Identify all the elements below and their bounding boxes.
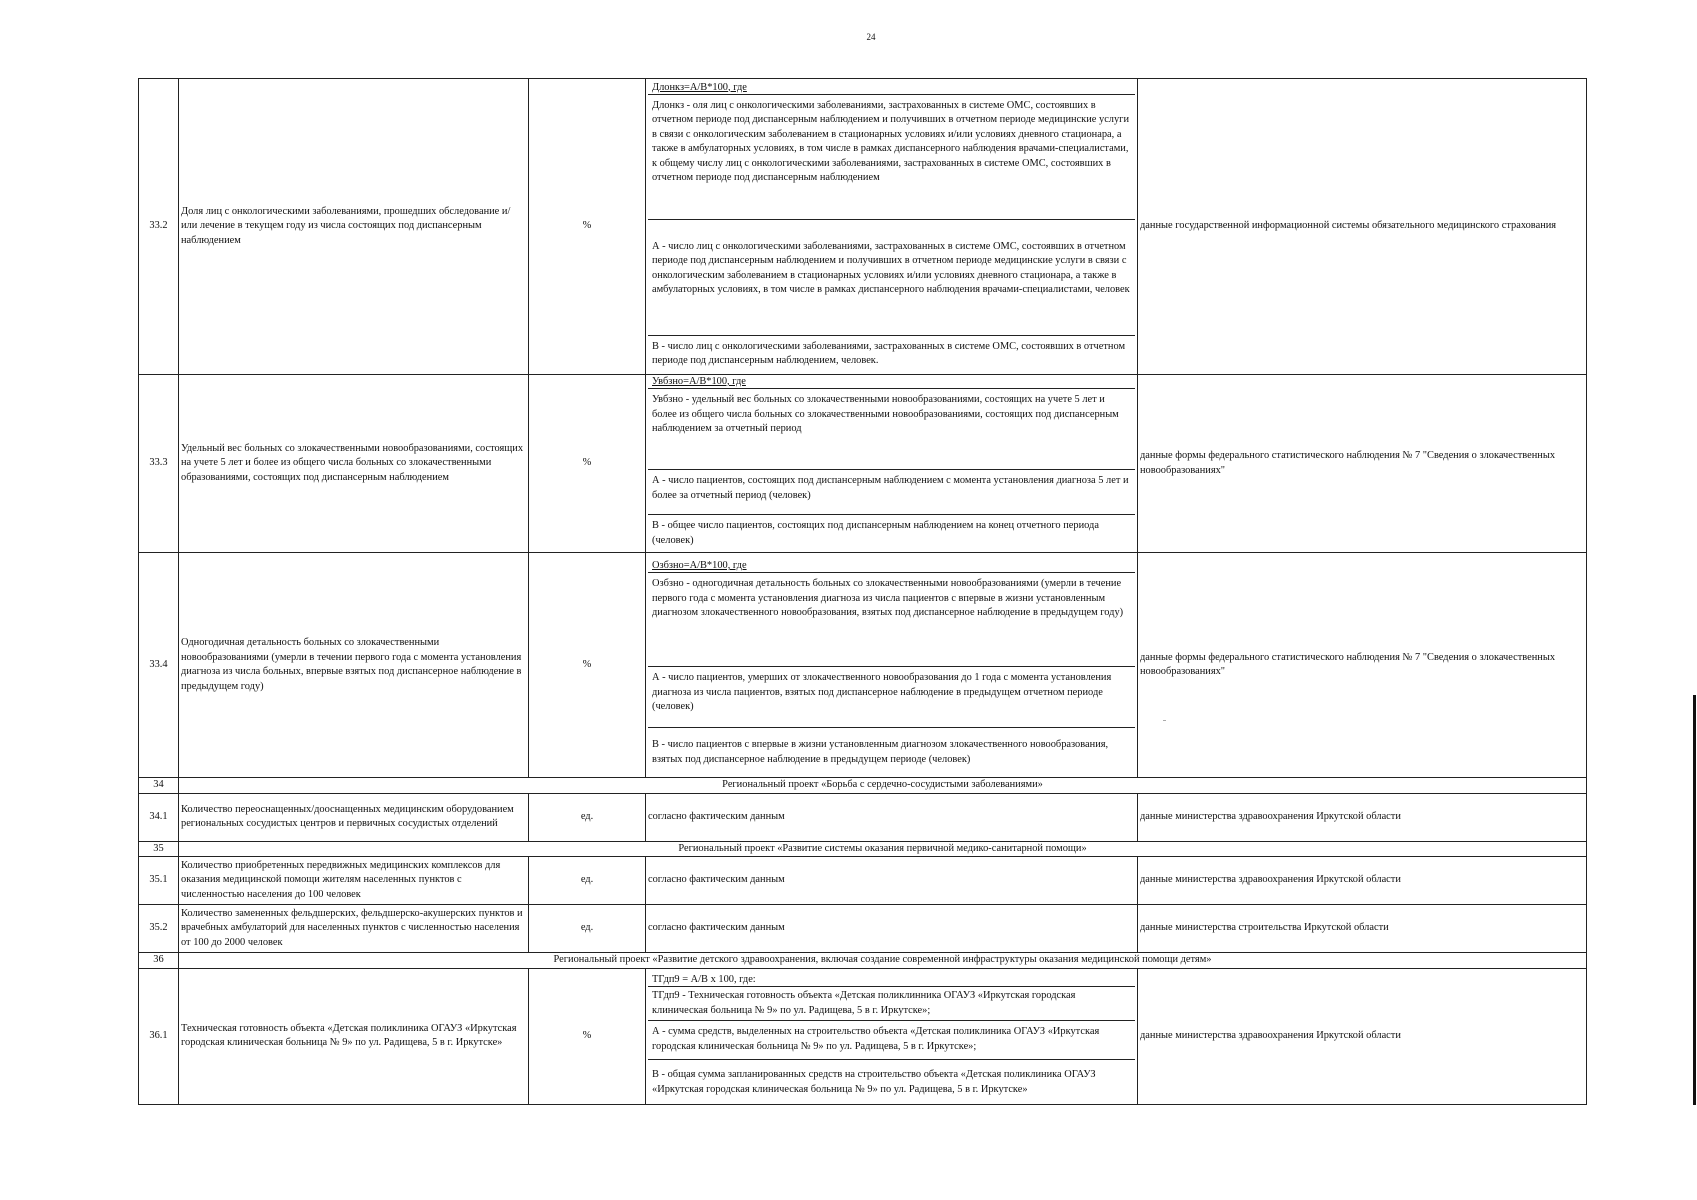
section-row [139,953,1587,969]
section-title: Региональный проект «Развитие детского здравоохранения, включая создание современной инфраструктуры оказания медицинской помощи детям» [179,953,1587,969]
calculation-method [646,79,1138,375]
data-source: данные министерства здравоохранения Иркутской области [1138,793,1587,841]
section-title: Региональный проект «Борьба с сердечно-сосудистыми заболеваниями» [179,778,1587,794]
indicator-name: Одногодичная детальность больных со злокачественными новообразованиями (умерли в течении первого года с момента установления диагноза из числа больных, впервые взятых под диспансерное наблюдение в предыдущем году) [179,553,529,778]
data-source: данные государственной информационной системы обязательного медицинского страхования [1138,79,1587,375]
formula: ТГдп9 = А/В х 100, где: [648,973,1135,987]
table-row [139,793,1587,841]
indicator-name: Удельный вес больных со злокачественными новообразованиями, состоящих на учете 5 лет и более из общего числа больных со злокачественными образованиями, состоящих под диспансерным наблюдением [179,375,529,553]
formula-term: А - число пациентов, умерших от злокачественного новообразования до 1 года с момента установления диагноза из числа пациентов, взятых под диспансерное наблюдение в предыдущем отчетном периоде (человек) [648,667,1135,728]
table-row [139,857,1587,905]
unit: % [529,968,646,1104]
unit: % [529,553,646,778]
calculation-method [646,968,1138,1104]
indicators-table [138,78,1587,1105]
section-title: Региональный проект «Развитие системы оказания первичной медико-санитарной помощи» [179,841,1587,857]
scan-speck [1163,720,1166,721]
table-row [139,375,1587,553]
formula: Длонкз=А/В*100, где [648,81,1135,95]
unit: % [529,375,646,553]
formula-term: Озбзно - одногодичная детальность больных со злокачественными новообразованиями (умерли в течение первого года с момента установления диагноза из числа пациентов с впервые в жизни установленным диагнозом злокачественного новообразования, взятых под диспансерное наблюдение в предыдущем году) [648,573,1135,667]
calculation-method: согласно фактическим данным [646,857,1138,905]
data-source: данные формы федерального статистического наблюдения № 7 "Сведения о злокачественных новообразованиях" [1138,375,1587,553]
calculation-method [646,553,1138,778]
indicator-name: Техническая готовность объекта «Детская поликлиника ОГАУЗ «Иркутская городская клиническая больница № 9» по ул. Радищева, 5 в г. Иркутске» [179,968,529,1104]
section-number: 35 [139,841,179,857]
indicator-name: Доля лиц с онкологическими заболеваниями, прошедших обследование и/или лечение в текущем году из числа состоящих под диспансерным наблюдением [179,79,529,375]
unit: ед. [529,793,646,841]
page-number: 24 [866,32,876,42]
data-source: данные формы федерального статистического наблюдения № 7 "Сведения о злокачественных новообразованиях" [1138,553,1587,778]
scan-edge-mark [1693,695,1696,1105]
calculation-method: согласно фактическим данным [646,793,1138,841]
data-source: данные министерства строительства Иркутской области [1138,905,1587,953]
indicator-name: Количество замененных фельдшерских, фельдшерско-акушерских пунктов и врачебных амбулаторий для населенных пунктов с численностью населения от 100 до 2000 человек [179,905,529,953]
unit: ед. [529,857,646,905]
formula-term: А - число пациентов, состоящих под диспансерным наблюдением с момента установления диагноза 5 лет и более за отчетный период (человек) [648,470,1135,515]
unit: ед. [529,905,646,953]
formula-term: В - общая сумма запланированных средств на строительство объекта «Детская поликлиника ОГАУЗ «Иркутская городская клиническая больница № 9» по ул. Радищева, 5 в г. Иркутске» [652,1069,1096,1095]
row-number: 35.1 [139,857,179,905]
formula-term: Увбзно - удельный вес больных со злокачественными новообразованиями, состоящих на учете 5 лет и более из общего числа больных со злокачественными новообразованиями, состоящих под диспансерным наблюдением за отчетный период [648,389,1135,470]
formula-term: А - сумма средств, выделенных на строительство объекта «Детская поликлиника ОГАУЗ «Иркутская городская клиническая больница № 9» по ул. Радищева, 5 в г. Иркутске»; [648,1021,1135,1060]
unit: % [529,79,646,375]
section-number: 34 [139,778,179,794]
formula-term: Длонкз - оля лиц с онкологическими заболеваниями, застрахованных в системе ОМС, состоявших в отчетном периоде под диспансерным наблюдением и получивших в отчетном периоде медицинские услуги в связи с онкологическим заболеванием в стационарных условиях и/или условиях дневного стационара, а также в амбулаторных условиях, в том числе в рамках диспансерного наблюдения врачами-специалистами, к общему числу лиц с онкологическими заболеваниями, застрахованных в системе ОМС, состоявших в отчетном периоде под диспансерным наблюдением [648,95,1135,220]
section-number: 36 [139,953,179,969]
indicator-name: Количество переоснащенных/дооснащенных медицинским оборудованием региональных сосудистых центров и первичных сосудистых отделений [179,793,529,841]
formula-term: А - число лиц с онкологическими заболеваниями, застрахованных в системе ОМС, состоявших в отчетном периоде под диспансерным наблюдением и получивших в отчетном периоде медицинские услуги в связи с онкологическим заболеванием в стационарных условиях и/или условиях дневного стационара, а также в амбулаторных условиях, в том числе в рамках диспансерного наблюдения врачами-специалистами, человек [648,220,1135,336]
row-number: 35.2 [139,905,179,953]
table-row [139,905,1587,953]
row-number: 33.3 [139,375,179,553]
row-number: 33.2 [139,79,179,375]
section-row [139,841,1587,857]
formula: Увбзно=А/В*100, где [648,375,1135,389]
formula-term: В - число пациентов с впервые в жизни установленным диагнозом злокачественного новообразования, взятых под диспансерное наблюдение в предыдущем периоде (человек) [652,739,1109,765]
table-row [139,968,1587,1104]
calculation-method: согласно фактическим данным [646,905,1138,953]
table-row [139,553,1587,778]
table-row [139,79,1587,375]
data-source: данные министерства здравоохранения Иркутской области [1138,968,1587,1104]
row-number: 34.1 [139,793,179,841]
indicator-name: Количество приобретенных передвижных медицинских комплексов для оказания медицинской помощи жителям населенных пунктов с численностью населения до 100 человек [179,857,529,905]
section-row [139,778,1587,794]
formula-term: ТГдп9 - Техническая готовность объекта «Детская поликлинника ОГАУЗ «Иркутская городская клиническая больница № 9» по ул. Радищева, 5 в г. Иркутске»; [648,987,1135,1021]
row-number: 33.4 [139,553,179,778]
data-source: данные министерства здравоохранения Иркутской области [1138,857,1587,905]
formula-term: В - общее число пациентов, состоящих под диспансерным наблюдением на конец отчетного периода (человек) [652,520,1099,546]
formula-term: В - число лиц с онкологическими заболеваниями, застрахованных в системе ОМС, состоявших в отчетном периоде под диспансерным наблюдением, человек. [652,340,1126,366]
row-number: 36.1 [139,968,179,1104]
calculation-method [646,375,1138,553]
formula: Озбзно=А/В*100, где [648,559,1135,573]
